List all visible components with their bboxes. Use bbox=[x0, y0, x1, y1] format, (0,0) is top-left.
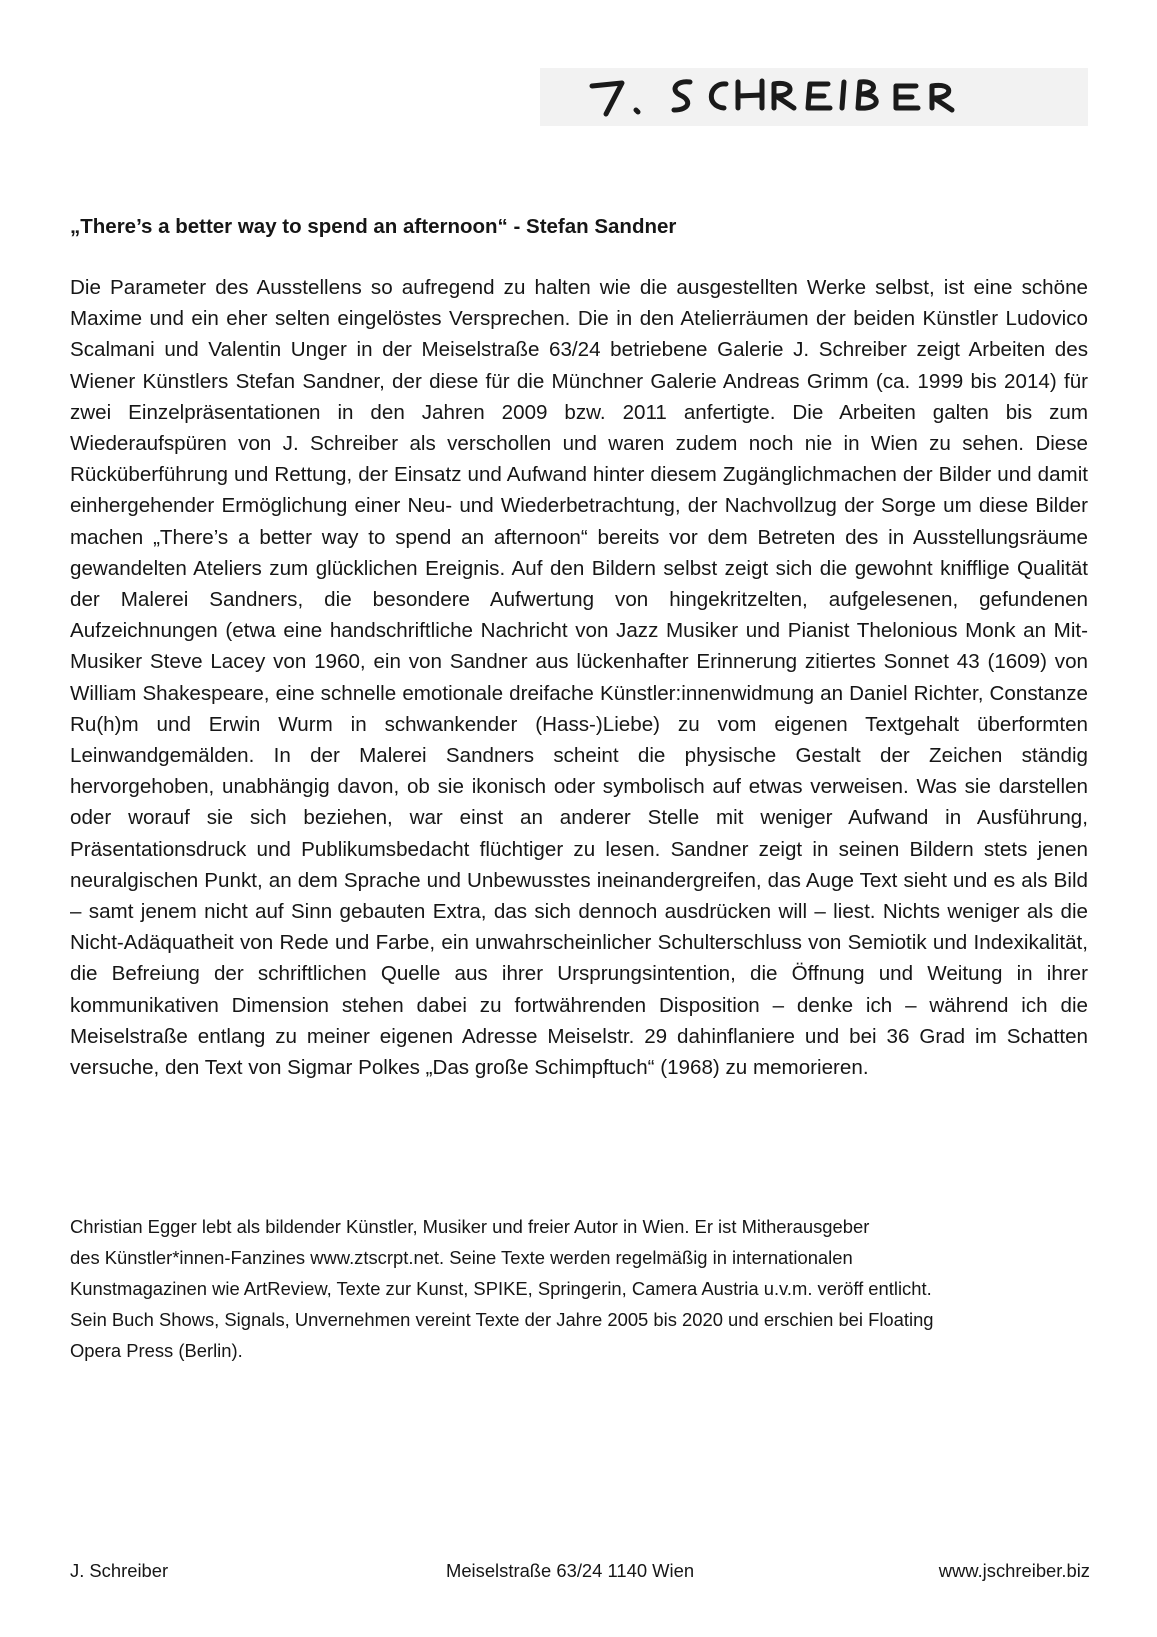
bio-line: Kunstmagazinen wie ArtReview, Texte zur Kunst, SPIKE, Springerin, Camera Austria u.v.m. veröff entlicht. bbox=[70, 1278, 932, 1299]
article-body: Die Parameter des Ausstellens so aufregend zu halten wie die ausgestellten Werke selbst, ist eine schöne Maxime und ein eher selten eingelöstes Versprechen. Die in den Atelierräumen der beiden Künstler Ludovico Scalmani und Valentin Unger in der Meiselstraße 63/24 betriebene Galerie J. Schreiber zeigt Arbeiten des Wiener Künstlers Stefan Sandner, der diese für die Münchner Galerie Andreas Grimm (ca. 1999 bis 2014) für zwei Einzelpräsentationen in den Jahren 2009 bzw. 2011 anfertigte. Die Arbeiten galten bis zum Wiederaufspüren von J. Schreiber als verschollen und waren zudem noch nie in Wien zu sehen. Diese Rücküberführung und Rettung, der Einsatz und Aufwand hinter diesem Zugänglichmachen der Bilder und damit einhergehender Ermöglichung einer Neu- und Wiederbetrachtung, der Nachvollzug der Sorge um diese Bilder machen „There’s a better way to spend an afternoon“ bereits vor dem Betreten des in Ausstellungsräume gewandelten Ateliers zum glücklichen Ereignis. Auf den Bildern selbst zeigt sich die gewohnt knifflige Qualität der Malerei Sandners, die besondere Aufwertung von hingekritzelten, aufgelesenen, gefundenen Aufzeichnungen (etwa eine handschriftliche Nachricht von Jazz Musiker und Pianist Thelonious Monk an Mit-Musiker Steve Lacey von 1960, ein von Sandner aus lückenhafter Erinnerung zitiertes Sonnet 43 (1609) von William Shakespeare, eine schnelle emotionale dreifache Künstler:innenwidmung an Daniel Richter, Constanze Ru(h)m und Erwin Wurm in schwankender (Hass-)Liebe) zu vom eigenen Textgehalt überformten Leinwandgemälden. In der Malerei Sandners scheint die physische Gestalt der Zeichen ständig hervorgehoben, unabhängig davon, ob sie ikonisch oder symbolisch auf etwas verweisen. Was sie darstellen oder worauf sie sich beziehen, war einst an anderer Stelle mit weniger Aufwand in Ausführung, Präsentationsdruck und Publikumsbedacht flüchtiger zu lesen. Sandner zeigt in seinen Bildern stets jenen neuralgischen Punkt, an dem Sprache und Unbewusstes ineinandergreifen, das Auge Text sieht und es als Bild – samt jenem nicht auf Sinn gebauten Extra, das sich dennoch ausdrücken will – liest. Nichts weniger als die Nicht-Adäquatheit von Rede und Farbe, ein unwahrscheinlicher Schulterschluss von Semiotik und Indexikalität, die Befreiung der schriftlichen Quelle aus ihrer Ursprungsintention, die Öffnung und Weitung in ihrer kommunikativen Dimension stehen dabei zu fortwährenden Disposition – denke ich – während ich die Meiselstraße entlang zu meiner eigenen Adresse Meiselstr. 29 dahinflaniere und bei 36 Grad im Schatten versuche, den Text von Sigmar Polkes „Das große Schimpftuch“ (1968) zu memorieren. bbox=[70, 276, 1088, 1080]
footer-name: J. Schreiber bbox=[70, 1560, 169, 1581]
bio-line: des Künstler*innen-Fanzines www.ztscrpt.net. Seine Texte werden regelmäßig in internationalen bbox=[70, 1247, 853, 1268]
handwritten-logo bbox=[540, 68, 1088, 126]
bio-line: Sein Buch Shows, Signals, Unvernehmen vereint Texte der Jahre 2005 bis 2020 und erschien bei Floating bbox=[70, 1309, 934, 1330]
author-bio bbox=[70, 1211, 1088, 1366]
footer-website: www.jschreiber.biz bbox=[938, 1560, 1090, 1581]
article-title: „There’s a better way to spend an afternoon“ - Stefan Sandner bbox=[70, 215, 677, 238]
footer-address: Meiselstraße 63/24 1140 Wien bbox=[446, 1560, 695, 1581]
bio-line: Christian Egger lebt als bildender Künstler, Musiker und freier Autor in Wien. Er ist Mitherausgeber bbox=[70, 1216, 870, 1237]
bio-line: Opera Press (Berlin). bbox=[70, 1340, 243, 1361]
